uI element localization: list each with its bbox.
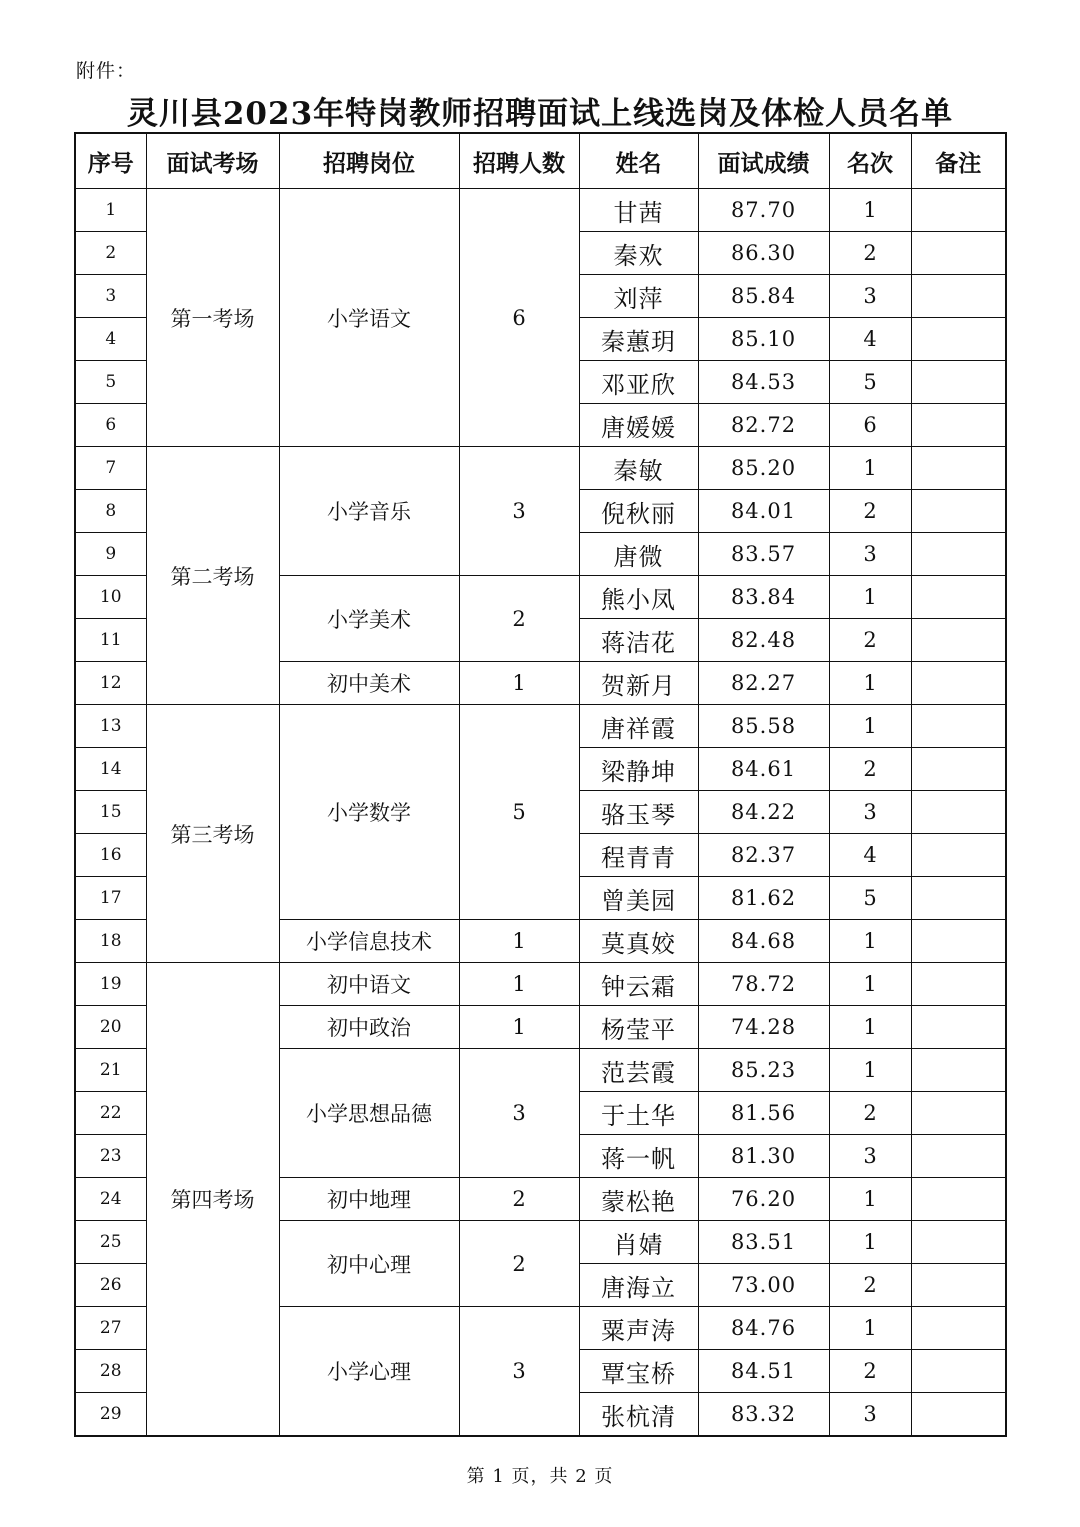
cell-name: 蒋洁花 [579,619,698,662]
cell-rank: 2 [829,232,911,275]
cell-rank: 2 [829,1092,911,1135]
cell-count: 1 [459,662,579,705]
cell-score: 83.84 [698,576,829,619]
cell-count: 1 [459,1006,579,1049]
cell-name: 甘茜 [579,189,698,232]
cell-rank: 1 [829,1221,911,1264]
header-count: 招聘人数 [459,133,579,189]
cell-name: 蒙松艳 [579,1178,698,1221]
cell-note [911,189,1006,232]
cell-position: 小学信息技术 [279,920,459,963]
cell-count: 2 [459,576,579,662]
cell-seq: 21 [75,1049,146,1092]
cell-seq: 18 [75,920,146,963]
cell-rank: 4 [829,318,911,361]
cell-seq: 13 [75,705,146,748]
cell-name: 覃宝桥 [579,1350,698,1393]
cell-position: 初中美术 [279,662,459,705]
attachment-label: 附件： [76,60,137,82]
cell-position: 初中语文 [279,963,459,1006]
cell-score: 85.84 [698,275,829,318]
cell-seq: 25 [75,1221,146,1264]
cell-rank: 3 [829,791,911,834]
cell-note [911,1049,1006,1092]
cell-name: 钟云霜 [579,963,698,1006]
cell-note [911,1006,1006,1049]
table-row [75,189,1006,232]
cell-note [911,490,1006,533]
cell-count: 6 [459,189,579,447]
cell-note [911,1393,1006,1437]
cell-note [911,1350,1006,1393]
cell-name: 倪秋丽 [579,490,698,533]
cell-seq: 9 [75,533,146,576]
cell-venue: 第四考场 [146,963,279,1437]
cell-note [911,404,1006,447]
cell-position: 小学心理 [279,1307,459,1437]
cell-name: 骆玉琴 [579,791,698,834]
cell-name: 梁静坤 [579,748,698,791]
cell-score: 86.30 [698,232,829,275]
cell-position: 初中地理 [279,1178,459,1221]
cell-note [911,705,1006,748]
cell-venue: 第二考场 [146,447,279,705]
cell-rank: 1 [829,1049,911,1092]
cell-count: 5 [459,705,579,920]
cell-note [911,963,1006,1006]
header-venue: 面试考场 [146,133,279,189]
cell-score: 83.32 [698,1393,829,1437]
cell-name: 于土华 [579,1092,698,1135]
cell-score: 74.28 [698,1006,829,1049]
cell-count: 3 [459,1307,579,1437]
page-title: 灵川县2023年特岗教师招聘面试上线选岗及体检人员名单 [126,96,954,132]
cell-name: 秦欢 [579,232,698,275]
cell-score: 84.68 [698,920,829,963]
cell-position: 小学音乐 [279,447,459,576]
cell-name: 张杭清 [579,1393,698,1437]
cell-note [911,748,1006,791]
table-row [75,447,1006,490]
table-body [75,189,1006,1437]
cell-name: 秦敏 [579,447,698,490]
cell-rank: 3 [829,1393,911,1437]
cell-score: 87.70 [698,189,829,232]
cell-score: 84.76 [698,1307,829,1350]
cell-seq: 6 [75,404,146,447]
cell-rank: 5 [829,877,911,920]
cell-name: 曾美园 [579,877,698,920]
cell-seq: 17 [75,877,146,920]
cell-score: 83.57 [698,533,829,576]
cell-note [911,877,1006,920]
cell-rank: 2 [829,1264,911,1307]
cell-position: 小学美术 [279,576,459,662]
cell-seq: 22 [75,1092,146,1135]
table-header-row [75,133,1006,189]
cell-seq: 23 [75,1135,146,1178]
cell-position: 小学数学 [279,705,459,920]
cell-note [911,576,1006,619]
cell-rank: 1 [829,1006,911,1049]
cell-rank: 1 [829,963,911,1006]
cell-score: 84.53 [698,361,829,404]
cell-count: 2 [459,1178,579,1221]
cell-score: 82.37 [698,834,829,877]
cell-seq: 5 [75,361,146,404]
cell-seq: 26 [75,1264,146,1307]
cell-note [911,619,1006,662]
cell-score: 81.30 [698,1135,829,1178]
cell-score: 84.22 [698,791,829,834]
cell-seq: 2 [75,232,146,275]
cell-seq: 27 [75,1307,146,1350]
cell-seq: 20 [75,1006,146,1049]
cell-venue: 第三考场 [146,705,279,963]
cell-count: 2 [459,1221,579,1307]
cell-name: 唐微 [579,533,698,576]
cell-count: 3 [459,447,579,576]
cell-count: 1 [459,963,579,1006]
cell-note [911,1307,1006,1350]
cell-position: 初中政治 [279,1006,459,1049]
cell-note [911,232,1006,275]
cell-name: 杨莹平 [579,1006,698,1049]
cell-score: 84.01 [698,490,829,533]
cell-rank: 4 [829,834,911,877]
cell-rank: 1 [829,920,911,963]
cell-score: 84.61 [698,748,829,791]
cell-note [911,920,1006,963]
header-name: 姓名 [579,133,698,189]
cell-name: 范芸霞 [579,1049,698,1092]
cell-note [911,318,1006,361]
header-position: 招聘岗位 [279,133,459,189]
header-rank: 名次 [829,133,911,189]
cell-note [911,791,1006,834]
cell-seq: 12 [75,662,146,705]
cell-seq: 1 [75,189,146,232]
header-note: 备注 [911,133,1006,189]
cell-rank: 5 [829,361,911,404]
cell-rank: 2 [829,619,911,662]
cell-rank: 1 [829,189,911,232]
cell-rank: 3 [829,275,911,318]
cell-name: 唐媛媛 [579,404,698,447]
cell-position: 小学语文 [279,189,459,447]
cell-score: 81.56 [698,1092,829,1135]
cell-rank: 2 [829,748,911,791]
cell-score: 82.72 [698,404,829,447]
cell-score: 85.23 [698,1049,829,1092]
cell-position: 小学思想品德 [279,1049,459,1178]
cell-name: 粟声涛 [579,1307,698,1350]
cell-seq: 10 [75,576,146,619]
cell-name: 蒋一帆 [579,1135,698,1178]
cell-seq: 8 [75,490,146,533]
cell-rank: 1 [829,662,911,705]
cell-rank: 1 [829,447,911,490]
cell-note [911,834,1006,877]
cell-seq: 7 [75,447,146,490]
cell-score: 81.62 [698,877,829,920]
cell-seq: 11 [75,619,146,662]
cell-score: 78.72 [698,963,829,1006]
cell-score: 82.48 [698,619,829,662]
cell-rank: 3 [829,533,911,576]
cell-rank: 2 [829,490,911,533]
cell-note [911,1178,1006,1221]
cell-score: 73.00 [698,1264,829,1307]
cell-seq: 16 [75,834,146,877]
cell-score: 85.20 [698,447,829,490]
cell-venue: 第一考场 [146,189,279,447]
cell-note [911,1135,1006,1178]
candidate-table [74,132,1007,1437]
cell-seq: 4 [75,318,146,361]
cell-seq: 29 [75,1393,146,1437]
cell-name: 莫真姣 [579,920,698,963]
cell-count: 1 [459,920,579,963]
cell-name: 唐祥霞 [579,705,698,748]
table-row [75,963,1006,1006]
page-footer: 第 1 页，共 2 页 [466,1466,614,1487]
cell-seq: 28 [75,1350,146,1393]
cell-seq: 15 [75,791,146,834]
cell-seq: 3 [75,275,146,318]
cell-note [911,275,1006,318]
cell-rank: 2 [829,1350,911,1393]
cell-score: 82.27 [698,662,829,705]
cell-rank: 1 [829,576,911,619]
header-score: 面试成绩 [698,133,829,189]
cell-score: 84.51 [698,1350,829,1393]
cell-note [911,361,1006,404]
cell-score: 83.51 [698,1221,829,1264]
cell-position: 初中心理 [279,1221,459,1307]
cell-seq: 19 [75,963,146,1006]
cell-name: 秦蕙玥 [579,318,698,361]
cell-rank: 3 [829,1135,911,1178]
table-row [75,705,1006,748]
cell-name: 邓亚欣 [579,361,698,404]
cell-name: 刘萍 [579,275,698,318]
cell-seq: 14 [75,748,146,791]
cell-rank: 1 [829,705,911,748]
cell-score: 76.20 [698,1178,829,1221]
cell-score: 85.10 [698,318,829,361]
cell-note [911,1264,1006,1307]
cell-rank: 1 [829,1178,911,1221]
cell-score: 85.58 [698,705,829,748]
cell-count: 3 [459,1049,579,1178]
cell-note [911,1221,1006,1264]
cell-name: 肖婧 [579,1221,698,1264]
cell-seq: 24 [75,1178,146,1221]
cell-rank: 6 [829,404,911,447]
cell-name: 程青青 [579,834,698,877]
cell-note [911,533,1006,576]
cell-name: 熊小凤 [579,576,698,619]
header-seq: 序号 [75,133,146,189]
cell-note [911,662,1006,705]
cell-name: 贺新月 [579,662,698,705]
cell-note [911,447,1006,490]
cell-rank: 1 [829,1307,911,1350]
cell-name: 唐海立 [579,1264,698,1307]
cell-note [911,1092,1006,1135]
